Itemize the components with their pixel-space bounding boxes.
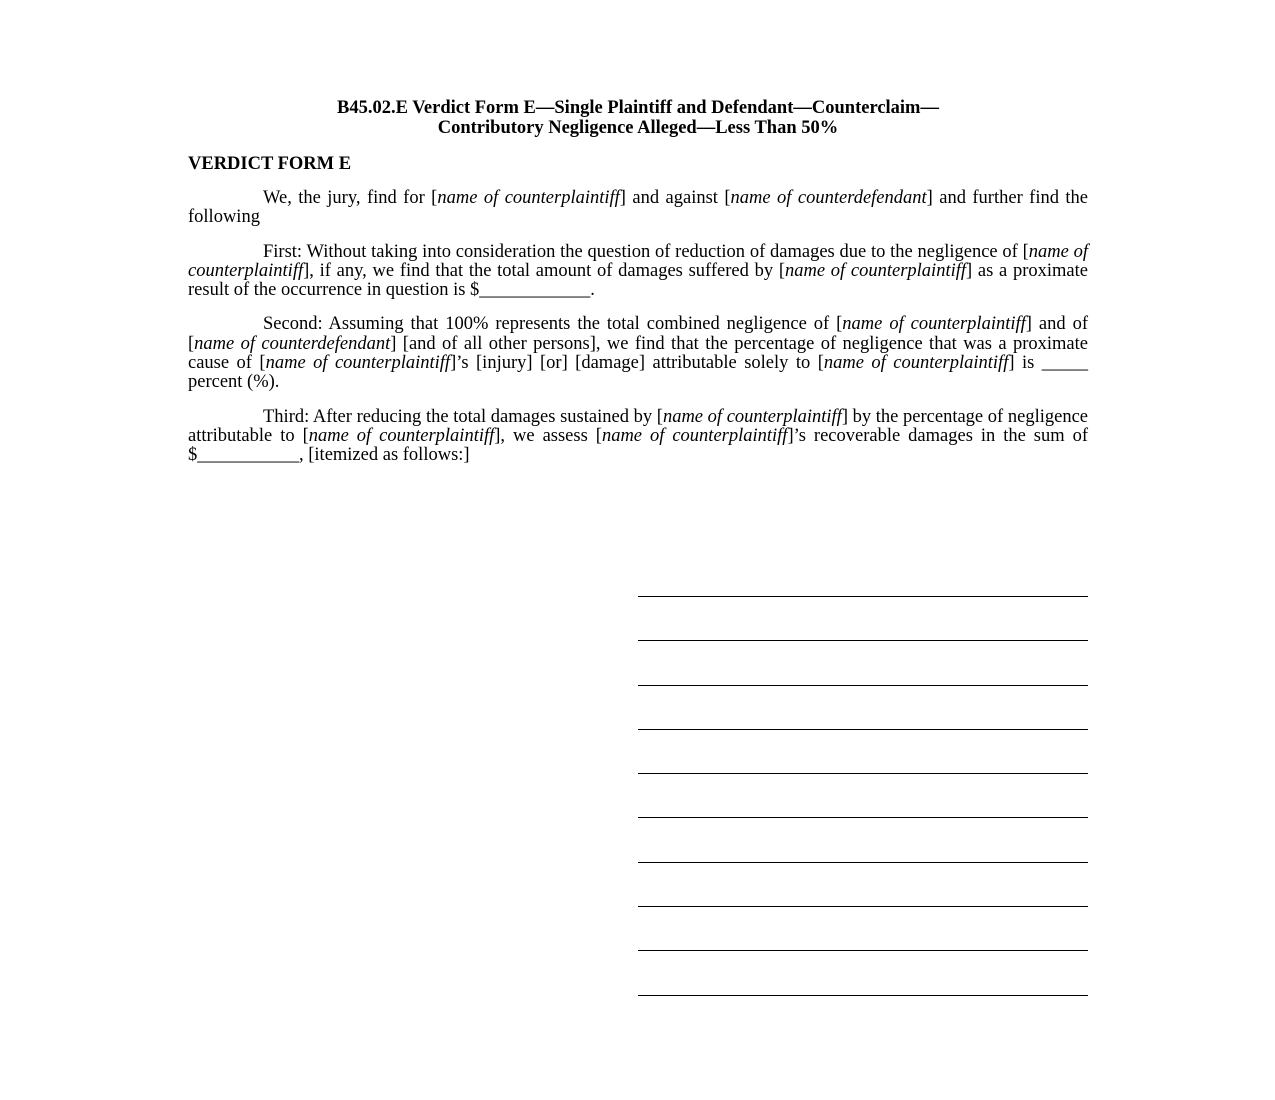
juror-signature-line <box>638 667 1088 711</box>
placeholder-counterplaintiff: name of counterplaintiff <box>842 314 1026 335</box>
juror-signature-line <box>638 755 1088 799</box>
title-line-1: B45.02.E Verdict Form E—Single Plaintiff and Defendant—Counterclaim— <box>337 98 939 118</box>
text-segment: ] is _____ percent (%). <box>188 353 1089 393</box>
placeholder-counterdefendant: name of counterdefendant <box>730 188 927 208</box>
paragraph-first <box>188 243 1088 301</box>
placeholder-counterdefendant: name of counterdefendant <box>194 333 391 354</box>
placeholder-counterplaintiff: name of counterplaintiff <box>308 425 495 446</box>
text-segment: ]’s recoverable damages in the sum of $___________, [itemized as follows:] <box>188 425 1089 466</box>
form-heading: VERDICT FORM E <box>188 154 352 174</box>
text-segment: First: Without taking into consideration the question of reduction of damages due to the negligence of [ <box>263 241 1029 262</box>
paragraph-second <box>188 315 1088 392</box>
title-line-2: Contributory Negligence Alleged—Less Than 50% <box>437 118 839 138</box>
juror-signature-line <box>638 932 1088 976</box>
text-segment: ], if any, we find that the total amount of damages suffered by [ <box>303 260 785 281</box>
text-segment: ] [and of all other persons], we find that the percentage of negligence that was a proximate cause of [ <box>188 333 1088 374</box>
document-title <box>188 98 1088 138</box>
paragraph-finding <box>188 189 1088 228</box>
text-segment: ] and against [ <box>619 188 731 208</box>
text-segment: Second: Assuming that 100% represents the total combined negligence of [ <box>263 314 843 335</box>
placeholder-counterplaintiff: name of counterplaintiff <box>601 425 788 446</box>
text-segment: Third: After reducing the total damages sustained by [ <box>263 406 663 427</box>
juror-signature-line <box>638 711 1088 755</box>
verdict-form-page <box>188 98 1088 466</box>
text-segment: ] by the percentage of negligence attributable to [ <box>188 406 1088 446</box>
placeholder-counterplaintiff: name of counterplaintiff <box>437 188 620 208</box>
text-segment: ] and of [ <box>188 314 1088 354</box>
text-segment: ] and further find the following <box>188 188 1089 228</box>
placeholder-counterplaintiff: name of counterplaintiff <box>188 241 1088 281</box>
text-segment: ] as a proximate result of the occurrence in question is $____________. <box>188 260 1088 301</box>
placeholder-counterplaintiff: name of counterplaintiff <box>265 353 451 374</box>
placeholder-counterplaintiff: name of counterplaintiff <box>784 260 967 281</box>
juror-signature-line <box>638 799 1088 843</box>
text-segment: We, the jury, find for [ <box>263 188 438 208</box>
juror-signature-line <box>638 844 1088 888</box>
text-segment: ], we assess [ <box>494 425 602 446</box>
placeholder-counterplaintiff: name of counterplaintiff <box>662 406 842 427</box>
juror-signature-line <box>638 578 1088 622</box>
juror-signature-line <box>638 622 1088 666</box>
placeholder-counterplaintiff: name of counterplaintiff <box>823 353 1009 374</box>
juror-signature-lines <box>638 578 1088 1021</box>
paragraph-third <box>188 408 1088 466</box>
juror-signature-line <box>638 977 1088 1021</box>
text-segment: ]’s [injury] [or] [damage] attributable solely to [ <box>450 353 824 374</box>
juror-signature-line <box>638 888 1088 932</box>
